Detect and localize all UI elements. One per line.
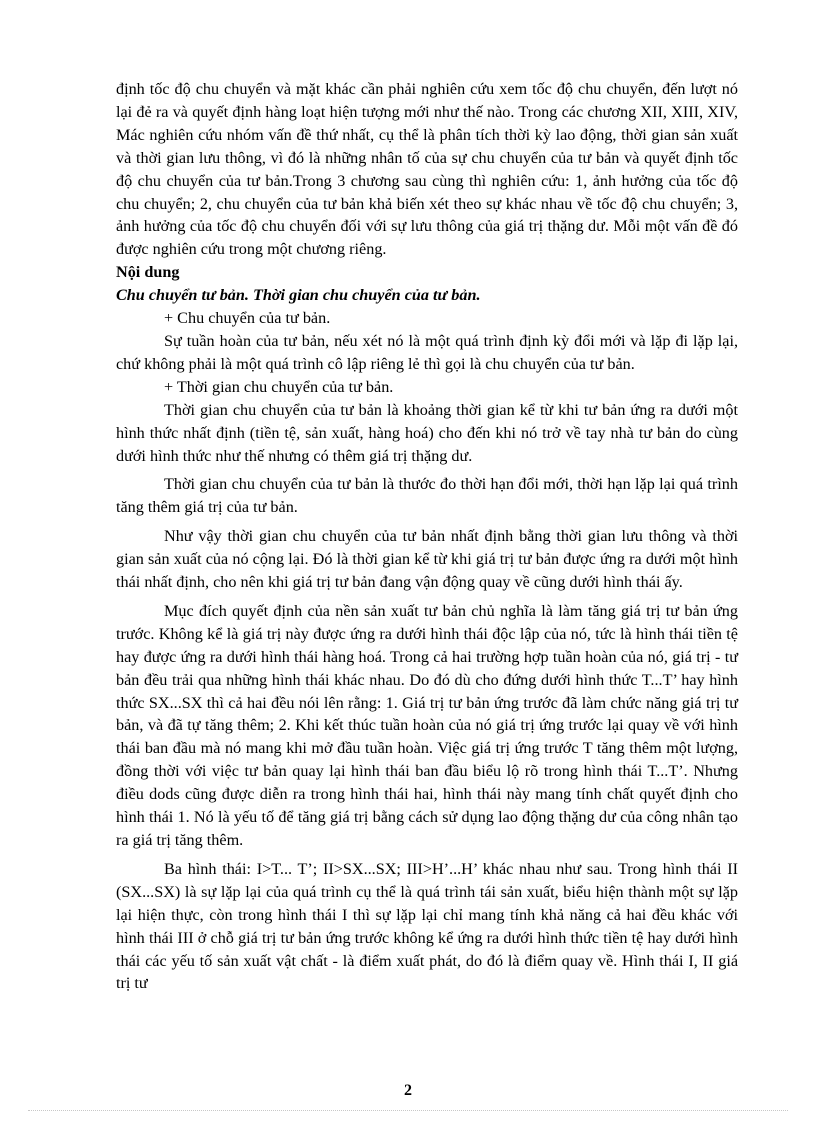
item-thoi-gian-chu-chuyen: + Thời gian chu chuyển của tư bản. [164,377,394,396]
subheading-chu-chuyen: Chu chuyển tư bản. Thời gian chu chuyển của tư bản. [116,286,481,305]
paragraph-thuoc-do: Thời gian chu chuyển của tư bản là thước đo thời hạn đổi mới, thời hạn lặp lại quá trình tăng thêm giá trị của tư bản. [116,475,738,517]
paragraph-definition-thoi-gian: Thời gian chu chuyển của tư bản là khoảng thời gian kể từ khi tư bản ứng ra dưới một hình thức nhất định (tiền tệ, sản xuất, hàng hoá) cho đến khi nó trở về tay nhà tư bản do cùng dưới hình thức như thế nhưng có thêm giá trị thặng dư. [116,400,738,465]
heading-noi-dung: Nội dung [116,263,180,282]
paragraph-intro: định tốc độ chu chuyển và mặt khác cần phải nghiên cứu xem tốc độ chu chuyển, đến lượt nó lại đẻ ra và quyết định hàng loạt hiện tượng mới như thế nào. Trong các chương XII, XIII, XIV, Mác nghiên cứu nhóm vấn đề thứ nhất, cụ thể là phân tích thời kỳ lao động, thời gian sản xuất và thời gian lưu thông, vì đó là những nhân tố của sự chu chuyển của tư bản và quyết định tốc độ chu chuyển của tư bản.Trong 3 chương sau cùng thì nghiên cứu: 1, ảnh hưởng của tốc độ chu chuyển; 2, chu chuyển của tư bản khả biến xét theo sự khác nhau về tốc độ chu chuyển; 3, ảnh hưởng của tốc độ chu chuyển đối với sự lưu thông của giá trị thặng dư. Mỗi một vấn đề đó được nghiên cứu trong một chương riêng. [116,80,738,259]
footer-divider [28,1110,788,1111]
item-chu-chuyen: + Chu chuyển của tư bản. [164,309,331,328]
paragraph-muc-dich: Mục đích quyết định của nền sản xuất tư bản chủ nghĩa là làm tăng giá trị tư bản ứng trước. Không kể là giá trị này được ứng ra dưới hình thái độc lập của nó, tức là hình thái tiền tệ hay được ứng ra dưới hình thái hàng hoá. Trong cả hai trường hợp tuần hoàn của nó, giá trị - tư bản đều trải qua những hình thái khác nhau. Do đó dù cho đứng dưới hình thức T...T’ hay hình thức SX...SX thì cả hai đều nói lên rằng: 1. Giá trị tư bản ứng trước đã làm chức năng giá trị tư bản, và đã tự tăng thêm; 2. Khi kết thúc tuần hoàn của nó giá trị ứng trước lại quay về với hình thái ban đầu mà nó mang khi mở đầu tuần hoàn. Việc giá trị ứng trước T tăng thêm một lượng, đồng thời với việc tư bản quay lại hình thái ban đầu biểu lộ rõ trong hình thái T...T’. Nhưng điều dods cũng được diễn ra trong hình thái hai, hình thái này mang tính chất quyết định cho hình thái 1. Nó là yếu tố để tăng giá trị bằng cách sử dụng lao động thặng dư của công nhân tạo ra giá trị tăng thêm. [116,601,738,849]
paragraph-nhu-vay: Như vậy thời gian chu chuyển của tư bản nhất định bằng thời gian lưu thông và thời gian sản xuất của nó cộng lại. Đó là thời gian kể từ khi giá trị tư bản được ứng ra dưới một hình thái nhất định, cho nên khi giá trị tư bản đang vận động quay về cũng dưới hình thái ấy. [116,527,738,592]
paragraph-ba-hinh-thai: Ba hình thái: I>T... T’; II>SX...SX; III>H’...H’ khác nhau như sau. Trong hình thái II (SX...SX) là sự lặp lại của quá trình cụ thể là quá trình tái sản xuất, biểu hiện thành một sự lặp lại hiện thực, còn trong hình thái I thì sự lặp lại chỉ mang tính khả năng cả hai đều khác với hình thái III ở chỗ giá trị tư bản ứng trước không kể ứng ra dưới hình thức tiền tệ hay dưới hình thái các yếu tố sản xuất vật chất - là điểm xuất phát, do đó là điểm quay về. Hình thái I, II giá trị tư [116,859,738,993]
paragraph-definition-chu-chuyen: Sự tuần hoàn của tư bản, nếu xét nó là một quá trình định kỳ đổi mới và lặp đi lặp lại, chứ không phải là một quá trình cô lập riêng lẻ thì gọi là chu chuyển của tư bản. [116,331,738,373]
page-number: 2 [404,1082,412,1099]
body-text [116,78,738,995]
